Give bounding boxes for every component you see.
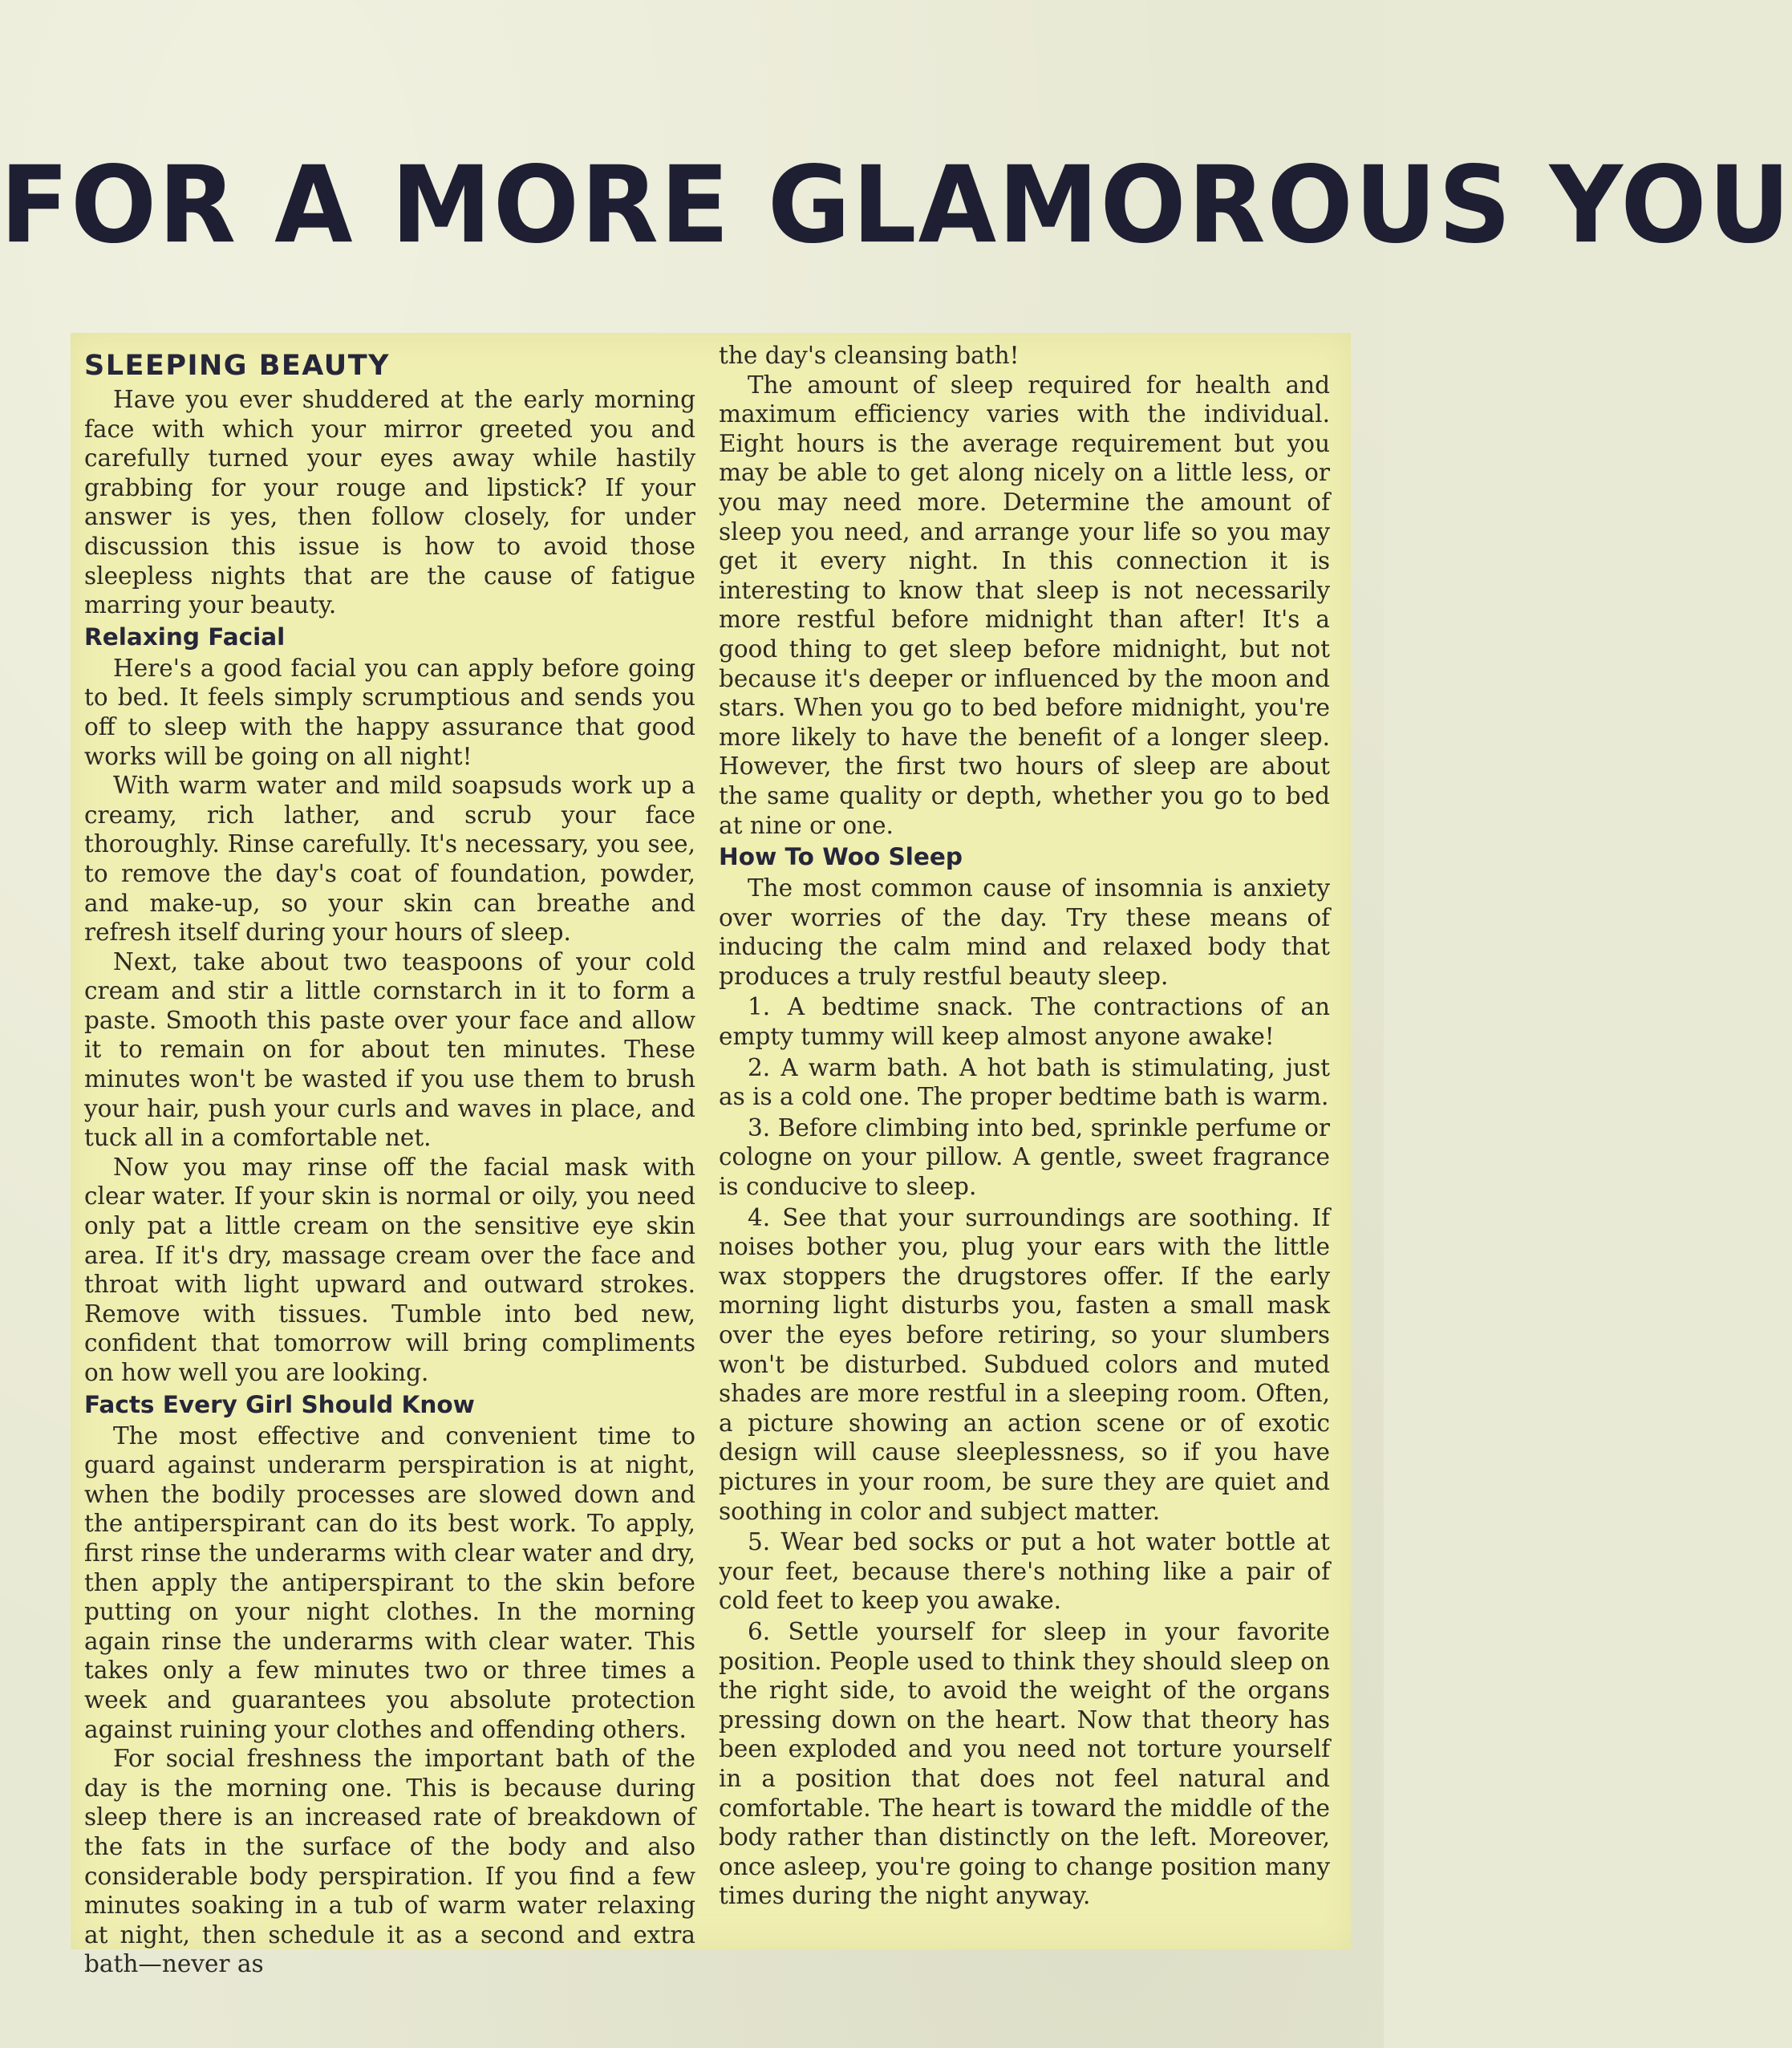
list-item: 1. A bedtime snack. The contractions of an empty tummy will keep almost anyone awake! [719,993,1330,1051]
facts-heading: Facts Every Girl Should Know [84,1390,475,1418]
list-item: 6. Settle yourself for sleep in your favorite position. People used to think they should sleep on the right side, to avoid the weight of the organs pressing down on the heart. Now that theory has been exploded and you need not torture yourself in a position that does not feel natural and comfortable. The heart is toward the middle of the body rather than distinctly on the left. Moreover, once asleep, you're going to change position many times during the night anyway. [719,1617,1330,1910]
paragraph: Here's a good facial you can apply before going to bed. It feels simply scrumptious and sends you off to sleep with the happy assurance that good works will be going on all night! [84,654,695,770]
right-column [719,341,1330,1911]
paragraph: With warm water and mild soapsuds work up a creamy, rich lather, and scrub your face thoroughly. Rinse carefully. It's necessary, you see, to remove the day's coat of foundation, powder, and make-up, so your skin can breathe and refresh itself during your hours of sleep. [84,772,695,947]
relaxing-facial-heading: Relaxing Facial [84,623,286,651]
paragraph: For social freshness the important bath of the day is the morning one. This is because during sleep there is an increased rate of breakdown of the fats in the surface of the body and also considerable body perspiration. If you find a few minutes soaking in a tub of warm water relaxing at night, then schedule it as a second and extra bath—never as [84,1745,695,1978]
continuation-paragraph: the day's cleansing bath! [719,342,1020,369]
left-column [84,345,695,1979]
paragraph: Now you may rinse off the facial mask with clear water. If your skin is normal or oily, you need only pat a little cream on the sensitive eye skin area. If it's dry, massage cream over the face and throat with light upward and outward strokes. Remove with tissues. Tumble into bed new, confident that tomorrow will bring compliments on how well you are looking. [84,1153,695,1386]
list-item: 5. Wear bed socks or put a hot water bottle at your feet, because there's nothing like a pair of cold feet to keep you awake. [719,1528,1330,1615]
list-item: 3. Before climbing into bed, sprinkle perfume or cologne on your pillow. A gentle, sweet fragrance is conducive to sleep. [719,1113,1330,1201]
section-title: SLEEPING BEAUTY [84,350,390,382]
page-title: FOR A MORE GLAMOROUS YOU [0,143,1792,267]
paragraph: The amount of sleep required for health and maximum efficiency varies with the individual. Eight hours is the average requirement but you may be able to get along nicely on a little less, or you may need more. Determine the amount of sleep you need, and arrange your life so you may get it every night. In this connection it is interesting to know that sleep is not necessarily more restful before midnight than after! It's a good thing to get sleep before midnight, but not because it's deeper or influenced by the moon and stars. When you go to bed before midnight, you're more likely to have the benefit of a longer sleep. However, the first two hours of sleep are about the same quality or depth, whether you go to bed at nine or one. [719,371,1330,839]
intro-paragraph: Have you ever shuddered at the early morning face with which your mirror greeted you and carefully turned your eyes away while hastily grabbing for your rouge and lipstick? If your answer is yes, then follow closely, for under discussion this issue is how to avoid those sleepless nights that are the cause of fatigue marring your beauty. [84,386,695,619]
woo-sleep-heading: How To Woo Sleep [719,843,963,871]
paragraph: Next, take about two teaspoons of your cold cream and stir a little cornstarch in it to form a paste. Smooth this paste over your face and allow it to remain on for about ten minutes. These minutes won't be wasted if you use them to brush your hair, push your curls and waves in place, and tuck all in a comfortable net. [84,947,695,1152]
list-item: 4. See that your surroundings are soothing. If noises bother you, plug your ears with the little wax stoppers the drugstores offer. If the early morning light disturbs you, fasten a small mask over the eyes before retiring, so your slumbers won't be disturbed. Subdued colors and muted shades are more restful in a sleeping room. Often, a picture showing an action scene or of exotic design will cause sleeplessness, so if you have pictures in your room, be sure they are quiet and soothing in color and subject matter. [719,1203,1330,1525]
paragraph: The most effective and convenient time to guard against underarm perspiration is at night, when the bodily processes are slowed down and the antiperspirant can do its best work. To apply, first rinse the underarms with clear water and dry, then apply the antiperspirant to the skin before putting on your night clothes. In the morning again rinse the underarms with clear water. This takes only a few minutes two or three times a week and guarantees you absolute protection against ruining your clothes and offending others. [84,1421,695,1743]
paragraph: The most common cause of insomnia is anxiety over worries of the day. Try these means of inducing the calm mind and relaxed body that produces a truly restful beauty sleep. [719,874,1330,990]
list-item: 2. A warm bath. A hot bath is stimulating, just as is a cold one. The proper bedtime bath is warm. [719,1053,1330,1111]
